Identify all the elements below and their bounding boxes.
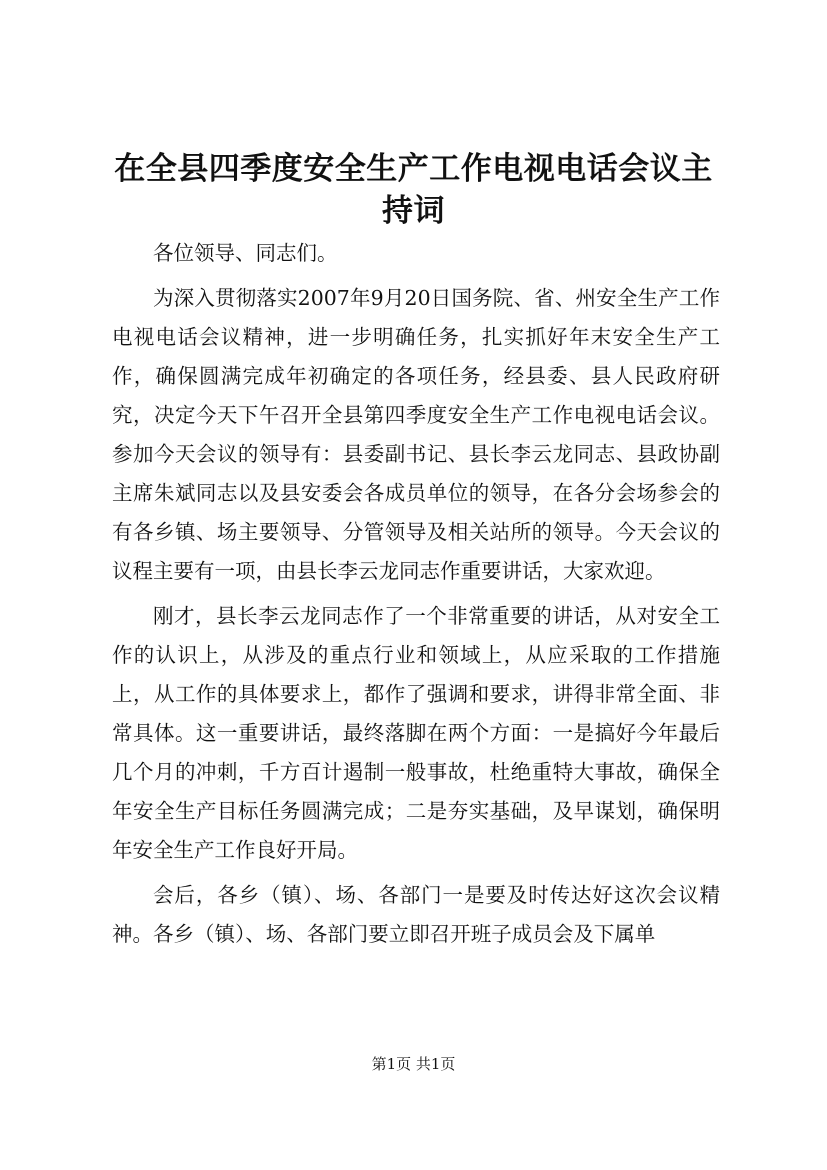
paragraph-summary: 刚才，县长李云龙同志作了一个非常重要的讲话，从对安全工作的认识上，从涉及的重点行业和领域上，从应采取的工作措施上，从工作的具体要求上，都作了强调和要求，讲得非常全面、非常具体。这一重要讲话，最终落脚在两个方面：一是搞好今年最后几个月的冲刺，千方百计遏制一般事故，杜绝重特大事故，确保全年安全生产目标任务圆满完成；二是夯实基础，及早谋划，确保明年安全生产工作良好开局。 [112,604,720,862]
paragraph-intro: 为深入贯彻落实2007年9月20日国务院、省、州安全生产工作电视电话会议精神，进一步明确任务，扎实抓好年末安全生产工作，确保圆满完成年初确定的各项任务，经县委、县人民政府研究，决定今天下午召开全县第四季度安全生产工作电视电话会议。参加今天会议的领导有：县委副书记、县长李云龙同志、县政协副主席朱斌同志以及县安委会各成员单位的领导，在各分会场参会的有各乡镇、场主要领导、分管领导及相关站所的领导。今天会议的议程主要有一项，由县长李云龙同志作重要讲话，大家欢迎。 [112,286,720,583]
page-number-footer: 第1页 共1页 [371,1055,456,1073]
document-title: 在全县四季度安全生产工作电视电话会议主持词 [114,151,713,229]
document-body [112,234,720,960]
paragraph-requirements: 会后，各乡（镇）、场、各部门一是要及时传达好这次会议精神。各乡（镇）、场、各部门要立即召开班子成员会及下属单 [112,883,720,946]
paragraph-greeting: 各位领导、同志们。 [153,241,338,265]
